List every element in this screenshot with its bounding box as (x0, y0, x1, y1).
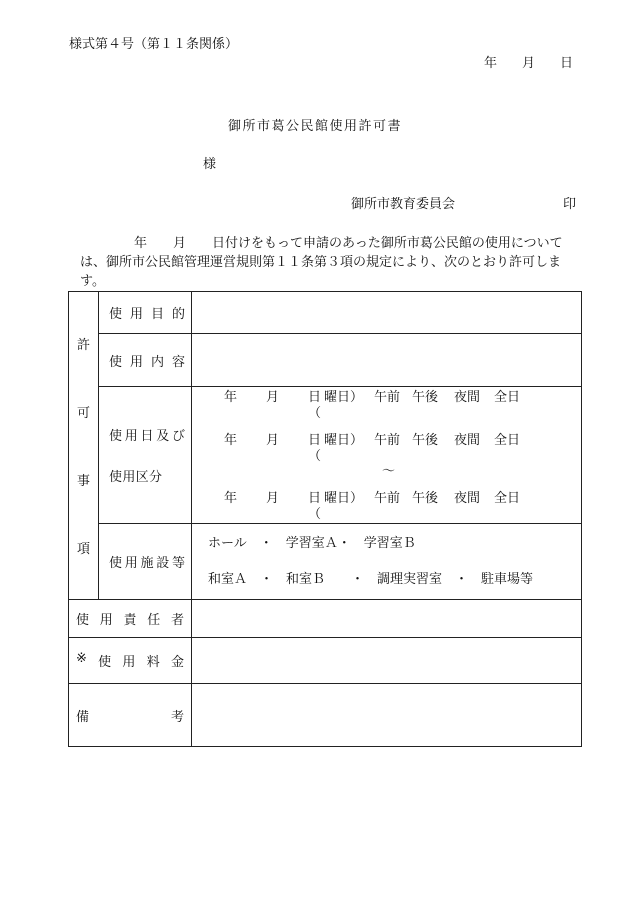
label-char: 的 (171, 307, 185, 322)
permit-items-char: 項 (76, 541, 90, 557)
label-char: 料 (146, 655, 160, 670)
label-char: 施 (140, 556, 154, 571)
responsible-person-field[interactable] (192, 600, 582, 638)
schedule-year: 年 (224, 491, 238, 506)
issue-date (484, 52, 573, 71)
document-title: 御所市葛公民館使用許可書 (227, 119, 402, 134)
schedule-weekday: 曜日） (324, 491, 364, 506)
seal-mark: 印 (563, 197, 577, 212)
label-char: 及 (156, 429, 170, 444)
label-char: 考 (170, 709, 184, 725)
label-char: 備 (76, 709, 90, 725)
slot-evening[interactable]: 夜間 (454, 390, 481, 405)
label-char: 使 (109, 556, 123, 571)
schedule-row (192, 491, 581, 523)
facility-label (99, 524, 192, 600)
responsible-person-label (69, 600, 192, 638)
schedule-day: 日（ (308, 390, 322, 421)
addressee-suffix: 様 (203, 157, 217, 172)
label-char: 用 (99, 613, 113, 628)
purpose-label (99, 292, 192, 334)
label-char: 区 (135, 470, 149, 485)
date-year: 年 (484, 56, 498, 71)
slot-morning[interactable]: 午前 (374, 390, 401, 405)
issuer-name: 御所市教育委員会 (351, 197, 456, 212)
label-char: 日 (140, 429, 154, 444)
facility-options-1: ホール ・ 学習室Ａ・ 学習室Ｂ (208, 535, 416, 551)
schedule-year: 年 (224, 390, 238, 405)
facility-options-2: 和室Ａ ・ 和室Ｂ ・ 調理実習室 ・ 駐車場等 (208, 571, 534, 587)
content-label (99, 334, 192, 387)
label-char: 設 (156, 556, 170, 571)
label-char: 任 (147, 613, 161, 628)
label-char: 使 (109, 354, 123, 370)
form-number: 様式第４号（第１１条関係） (69, 37, 239, 52)
usage-fee-label (69, 638, 192, 684)
permit-body-text (80, 234, 580, 291)
slot-afternoon[interactable]: 午後 (412, 390, 439, 405)
label-char: 用 (122, 655, 136, 670)
schedule-weekday: 曜日） (324, 433, 364, 448)
slot-afternoon[interactable]: 午後 (412, 433, 439, 448)
label-char: 用 (124, 556, 138, 571)
label-char: 用 (122, 470, 136, 485)
label-char: 使 (109, 307, 123, 322)
label-char: 使 (109, 470, 123, 485)
remarks-field[interactable] (192, 684, 582, 747)
label-char: 使 (98, 655, 112, 670)
schedule-row (192, 433, 581, 465)
facility-field[interactable] (192, 524, 582, 600)
label-char: 等 (171, 556, 185, 571)
schedule-row (192, 390, 581, 422)
schedule-day: 日（ (308, 433, 322, 464)
schedule-year: 年 (224, 433, 238, 448)
label-char: 金 (170, 655, 184, 670)
schedule-weekday: 曜日） (324, 390, 364, 405)
slot-afternoon[interactable]: 午後 (412, 491, 439, 506)
slot-morning[interactable]: 午前 (374, 433, 401, 448)
label-char: 者 (170, 613, 184, 628)
label-char: 分 (148, 470, 162, 485)
slot-all-day[interactable]: 全日 (494, 491, 521, 506)
range-wave-dash: 〜 (382, 464, 396, 479)
label-char: 容 (171, 354, 185, 370)
date-day: 日 (560, 56, 574, 71)
content-field[interactable] (192, 334, 582, 387)
label-char: 用 (129, 307, 143, 322)
purpose-field[interactable] (192, 292, 582, 334)
label-char: 目 (150, 307, 164, 322)
body-line-3: す。 (80, 274, 105, 289)
permit-items-char: 事 (76, 473, 90, 489)
schedule-month: 月 (266, 433, 280, 448)
remarks-label (69, 684, 192, 747)
slot-morning[interactable]: 午前 (374, 491, 401, 506)
label-char: 内 (150, 354, 164, 370)
date-month: 月 (522, 56, 536, 71)
schedule-day: 日（ (308, 491, 322, 522)
schedule-month: 月 (266, 390, 280, 405)
slot-evening[interactable]: 夜間 (454, 433, 481, 448)
label-char: 責 (123, 613, 137, 628)
permit-items-char: 可 (76, 406, 90, 422)
label-char: 用 (129, 354, 143, 370)
label-char: 用 (124, 429, 138, 444)
label-char: ※ (76, 651, 87, 666)
slot-all-day[interactable]: 全日 (494, 390, 521, 405)
permit-table (68, 291, 582, 747)
label-char: び (171, 429, 185, 444)
permit-items-char: 許 (76, 338, 90, 354)
date-and-slot-label (99, 387, 192, 524)
slot-evening[interactable]: 夜間 (454, 491, 481, 506)
usage-fee-field[interactable] (192, 638, 582, 684)
label-char: 使 (109, 429, 123, 444)
label-char: 使 (76, 613, 90, 628)
schedule-month: 月 (266, 491, 280, 506)
slot-all-day[interactable]: 全日 (494, 433, 521, 448)
body-line-1: 年 月 日付けをもって申請のあった御所市葛公民館の使用について (134, 236, 563, 251)
schedule-field[interactable] (192, 387, 582, 524)
body-line-2: は、御所市公民館管理運営規則第１１条第３項の規定により、次のとおり許可しま (80, 255, 562, 270)
permit-items-label (69, 292, 99, 600)
